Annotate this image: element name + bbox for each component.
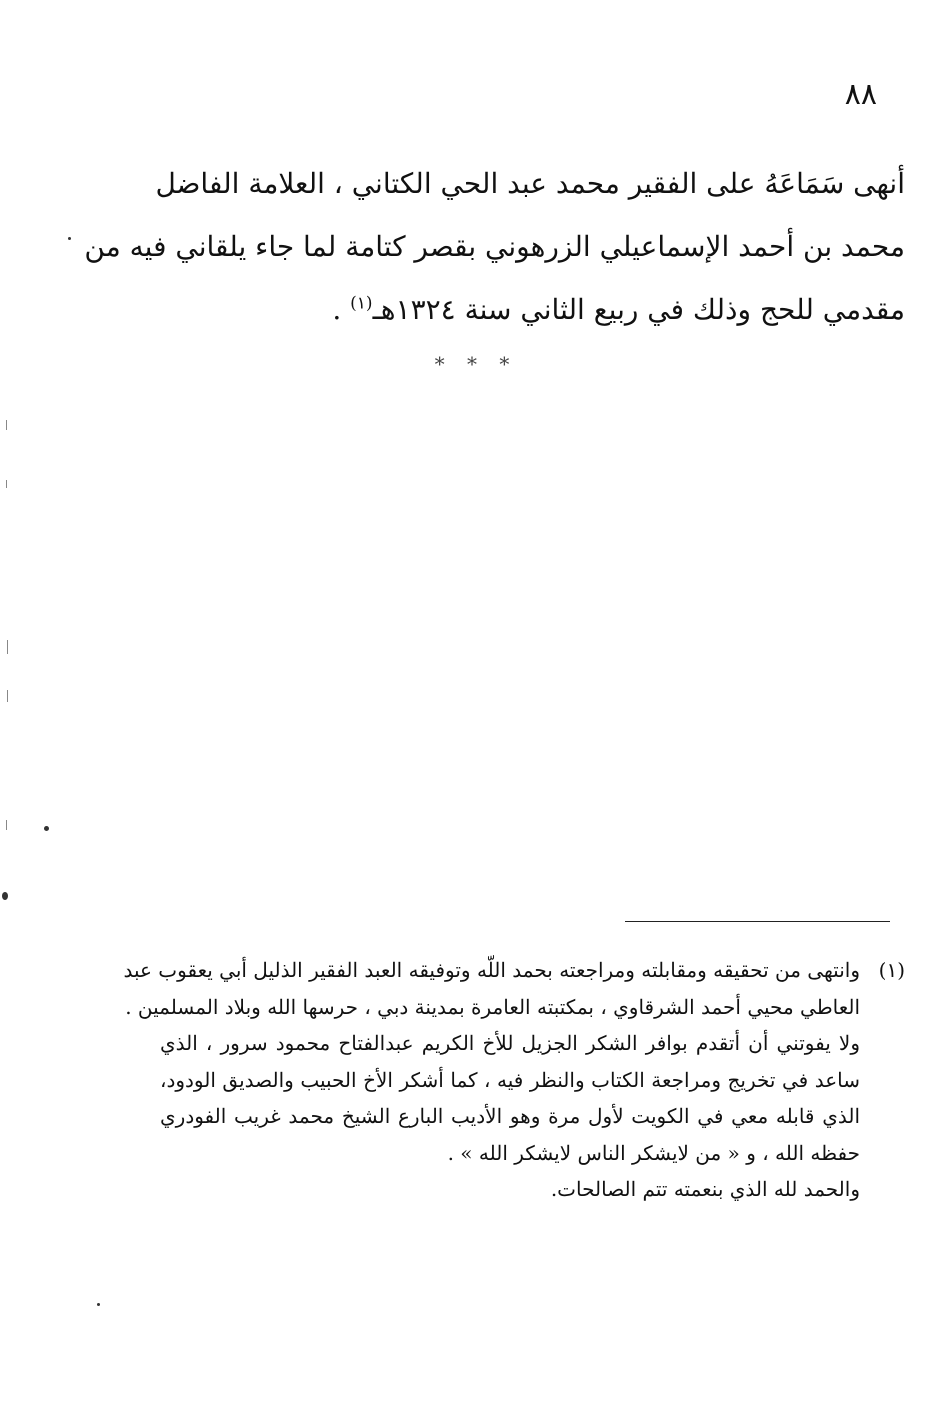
footnote-line: العاطي محيي أحمد الشرقاوي ، بمكتبته العامرة بمدينة دبي ، حرسها الله وبلاد المسلمين . xyxy=(125,994,860,1019)
footnote-line: وانتهى من تحقيقه ومقابلته ومراجعته بحمد اللّه وتوفيقه العبد الفقير الذليل أبي يعقوب عبد xyxy=(123,958,860,982)
footnote-line: الذي قابله معي في الكويت لأول مرة وهو الأديب البارع الشيخ محمد غريب الفودري xyxy=(160,1104,860,1128)
footnote-line: ساعد في تخريج ومراجعة الكتاب والنظر فيه ، كما أشكر الأخ الحبيب والصديق الودود، xyxy=(160,1067,860,1092)
scan-speck xyxy=(97,1303,100,1306)
footnote-line: حفظه الله ، و « من لايشكر الناس لايشكر الله » . xyxy=(447,1140,860,1165)
scan-edge-mark xyxy=(6,480,7,488)
main-text xyxy=(84,152,905,341)
footnotes xyxy=(123,952,905,1208)
footnote-line: والحمد لله الذي بنعمته تتم الصالحات. xyxy=(550,1177,860,1201)
main-text-line: أنهى سَمَاعَهُ على الفقير محمد عبد الحي الكتاني ، العلامة الفاضل xyxy=(155,167,905,200)
footnote-line: ولا يفوتني أن أتقدم بوافر الشكر الجزيل للأخ الكريم عبدالفتاح محمود سرور ، الذي xyxy=(160,1031,860,1055)
footnote-divider xyxy=(625,921,890,922)
scan-edge-mark xyxy=(7,690,8,702)
main-text-line-content: مقدمي للحج وذلك في ربيع الثاني سنة ١٣٢٤هـ xyxy=(372,293,905,326)
scan-speck xyxy=(2,892,8,900)
scan-edge-mark xyxy=(7,640,8,654)
line-end-punctuation: . xyxy=(332,293,351,326)
scan-speck xyxy=(44,826,49,831)
footnote-number: (١) xyxy=(878,958,905,982)
main-text-line: محمد بن أحمد الإسماعيلي الزرهوني بقصر كتامة لما جاء يلقاني فيه من xyxy=(84,230,905,263)
scan-speck xyxy=(68,237,71,240)
section-separator: * * * xyxy=(434,352,518,376)
footnote-reference: (١) xyxy=(350,293,373,314)
scan-edge-mark xyxy=(6,420,7,430)
main-text-line xyxy=(160,278,905,341)
page-number: ٨٨ xyxy=(844,77,877,112)
scan-edge-mark xyxy=(6,820,7,830)
